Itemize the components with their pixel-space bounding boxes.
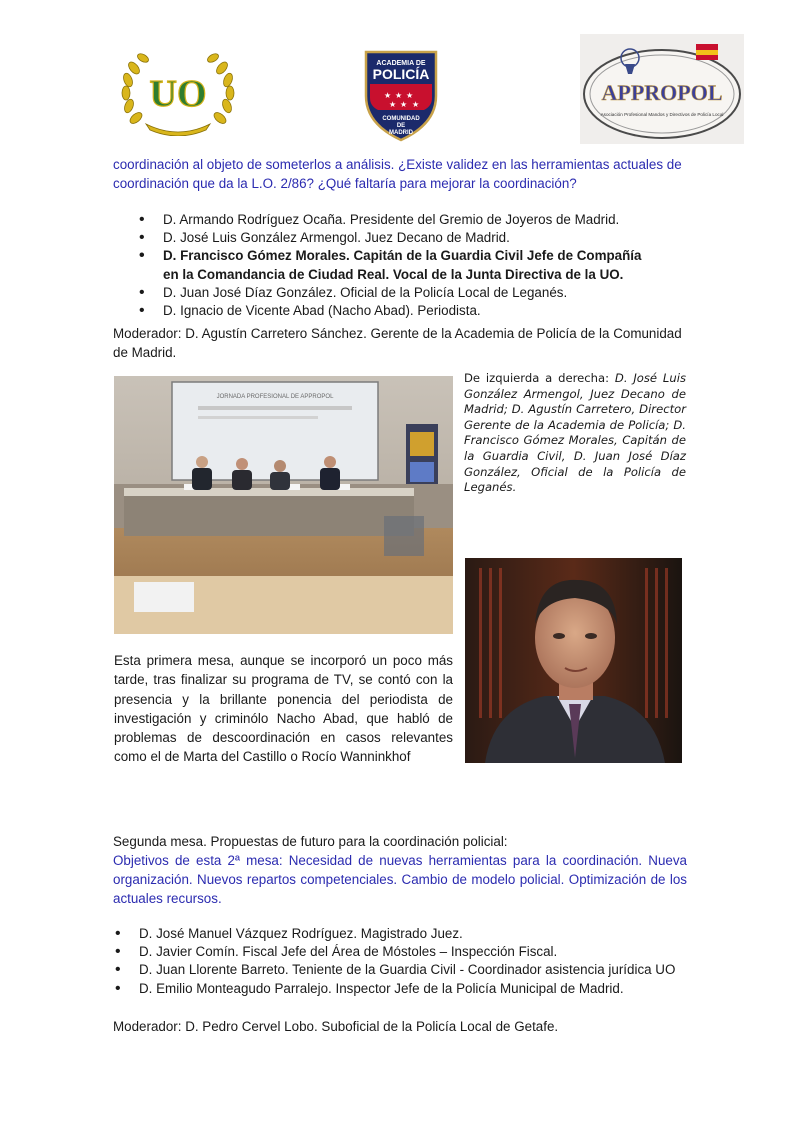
panel-table-photo: [114, 376, 453, 634]
svg-text:POLICÍA: POLICÍA: [372, 66, 430, 82]
appropol-title: APPROPOL: [601, 80, 723, 105]
svg-text:★: ★: [389, 100, 397, 109]
panel2-participants-list: [115, 925, 695, 998]
svg-text:★: ★: [406, 91, 414, 100]
projection-screen-title: JORNADA PROFESIONAL DE APPROPOL: [216, 394, 334, 400]
svg-text:★: ★: [400, 100, 408, 109]
svg-text:★: ★: [395, 91, 403, 100]
svg-text:MADRID: MADRID: [389, 130, 413, 136]
list-item: • D. Javier Comín. Fiscal Jefe del Área de Móstoles – Inspección Fiscal.: [115, 943, 695, 961]
photo-caption: [464, 371, 686, 496]
panel2-moderator: Moderador: D. Pedro Cervel Lobo. Suboficial de la Policía Local de Getafe.: [113, 1019, 559, 1034]
abad-paragraph: Esta primera mesa, aunque se incorporó un poco más tarde, tras finalizar su programa de TV, se contó con la presencia y la brillante ponencia del periodista de investigación y criminólo Nacho Abad, que habló de problemas de descoordinación en casos relevantes como el de Marta del Castillo o Rocío Wanninkhof: [114, 653, 453, 765]
svg-text:★: ★: [384, 91, 392, 100]
list-item: • D. Ignacio de Vicente Abad (Nacho Abad). Periodista.: [139, 302, 659, 320]
list-item: • D. Armando Rodríguez Ocaña. Presidente del Gremio de Joyeros de Madrid.: [139, 211, 659, 229]
caption-names: D. José Luis González Armengol, Juez Decano de Madrid; D. Agustín Carretero, Director Gerente de la Academia de Policía; D. Francisco Gómez Morales, Capitán de la Guardia Civil, D. Juan José Díaz González, Oficial de la Policía de Leganés.: [464, 371, 686, 495]
uo-logo-text: UO: [149, 73, 207, 115]
svg-text:COMUNIDAD: COMUNIDAD: [382, 116, 420, 122]
panel1-moderator: Moderador: D. Agustín Carretero Sánchez. Gerente de la Academia de Policía de la Comunidad de Madrid.: [113, 326, 682, 360]
list-item: • D. José Luis González Armengol. Juez Decano de Madrid.: [139, 229, 659, 247]
list-item: • D. Emilio Monteagudo Parralejo. Inspector Jefe de la Policía Municipal de Madrid.: [115, 980, 695, 998]
appropol-logo: [580, 34, 744, 144]
academia-policia-logo: [362, 46, 440, 142]
panel1-participants-list: [139, 211, 659, 320]
list-item: • D. José Manuel Vázquez Rodríguez. Magistrado Juez.: [115, 925, 695, 943]
svg-text:ACADEMIA DE: ACADEMIA DE: [376, 60, 426, 67]
panel2-objectives: Objetivos de esta 2ª mesa: Necesidad de nuevas herramientas para la coordinación. Nueva organización. Nuevos repartos competenciales. Cambio de modelo policial. Optimización de los actuales recursos.: [113, 853, 687, 906]
svg-text:DE: DE: [396, 123, 406, 129]
nacho-abad-portrait: [465, 558, 682, 763]
list-item: • D. Francisco Gómez Morales. Capitán de la Guardia Civil Jefe de Compañía en la Comandancia de Ciudad Real. Vocal de la Junta Directiva de la UO.: [139, 247, 659, 283]
list-item: • D. Juan Llorente Barreto. Teniente de la Guardia Civil - Coordinador asistencia jurídica UO: [115, 961, 695, 979]
uo-logo: [116, 48, 240, 136]
caption-lead: De izquierda a derecha:: [464, 371, 615, 385]
appropol-subtitle: Asociación Profesional Mandos y Directivos de Policía Local: [600, 112, 724, 117]
svg-text:★: ★: [412, 100, 420, 109]
intro-paragraph: coordinación al objeto de someterlos a análisis. ¿Existe validez en las herramientas actuales de coordinación que da la L.O. 2/86? ¿Qué faltaría para mejorar la coordinación?: [113, 157, 682, 191]
list-item: • D. Juan José Díaz González. Oficial de la Policía Local de Leganés.: [139, 284, 659, 302]
panel2-heading: Segunda mesa. Propuestas de futuro para la coordinación policial:: [113, 834, 508, 849]
